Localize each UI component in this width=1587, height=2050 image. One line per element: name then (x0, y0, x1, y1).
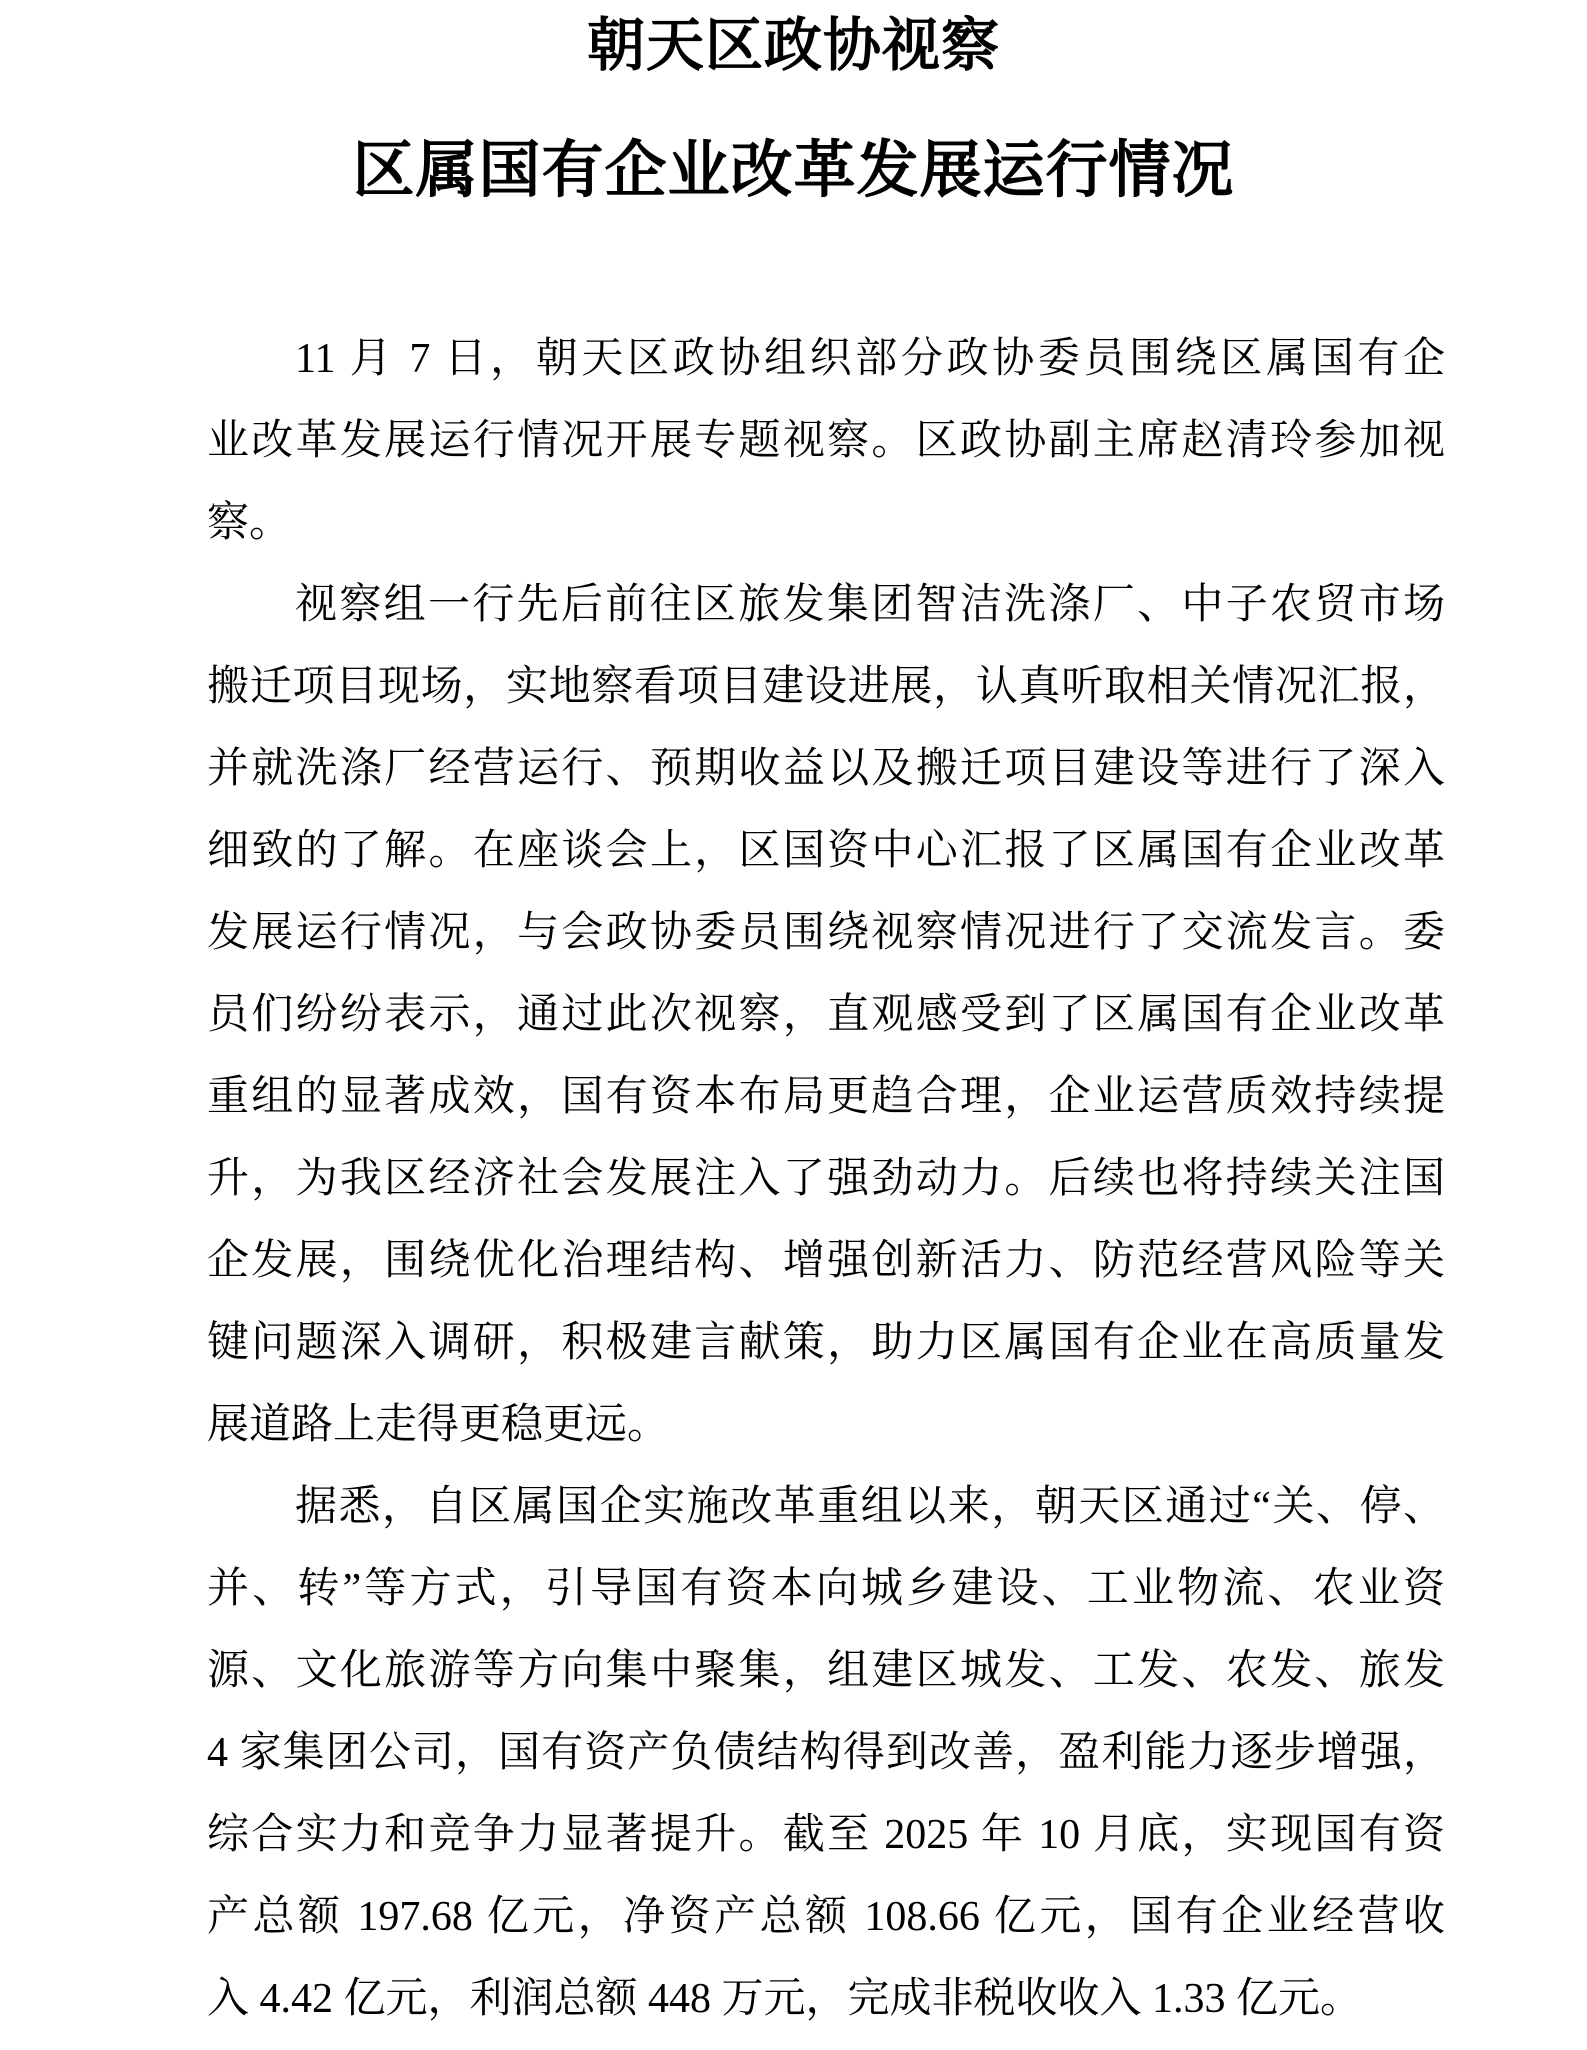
text-line: 重组的显著成效，国有资本布局更趋合理，企业运营质效持续提 (207, 1074, 1445, 1120)
text-line: 企发展，围绕优化治理结构、增强创新活力、防范经营风险等关 (207, 1238, 1445, 1284)
text-line: 并就洗涤厂经营运行、预期收益以及搬迁项目建设等进行了深入 (207, 746, 1445, 792)
document-body (207, 318, 1445, 2040)
paragraph-1 (207, 318, 1445, 564)
text-line: 细致的了解。在座谈会上，区国资中心汇报了区属国有企业改革 (207, 828, 1445, 874)
text-line: 入 4.42 亿元，利润总额 448 万元，完成非税收收入 1.33 亿元。 (207, 1976, 1363, 2022)
text-line: 键问题深入调研，积极建言献策，助力区属国有企业在高质量发 (207, 1320, 1445, 1366)
text-line: 展道路上走得更稳更远。 (207, 1402, 670, 1448)
document-title-line-2: 区属国有企业改革发展运行情况 (352, 137, 1235, 205)
text-line: 产总额 197.68 亿元，净资产总额 108.66 亿元，国有企业经营收 (207, 1894, 1445, 1940)
text-line: 升，为我区经济社会发展注入了强劲动力。后续也将持续关注国 (207, 1156, 1445, 1202)
text-line: 搬迁项目现场，实地察看项目建设进展，认真听取相关情况汇报， (207, 664, 1445, 710)
paragraph-3 (207, 1466, 1445, 2040)
text-line: 11 月 7 日，朝天区政协组织部分政协委员围绕区属国有企 (295, 336, 1445, 382)
text-line: 业改革发展运行情况开展专题视察。区政协副主席赵清玲参加视 (207, 418, 1445, 464)
text-line: 发展运行情况，与会政协委员围绕视察情况进行了交流发言。委 (207, 910, 1445, 956)
text-line: 视察组一行先后前往区旅发集团智洁洗涤厂、中子农贸市场 (295, 582, 1445, 628)
text-line: 综合实力和竞争力显著提升。截至 2025 年 10 月底，实现国有资 (207, 1812, 1445, 1858)
text-line: 源、文化旅游等方向集中聚集，组建区城发、工发、农发、旅发 (207, 1648, 1445, 1694)
text-line: 员们纷纷表示，通过此次视察，直观感受到了区属国有企业改革 (207, 992, 1445, 1038)
text-line: 据悉，自区属国企实施改革重组以来，朝天区通过“关、停、 (295, 1484, 1445, 1530)
text-line: 察。 (207, 500, 292, 546)
paragraph-2 (207, 564, 1445, 1466)
document-title-line-1: 朝天区政协视察 (586, 13, 1000, 78)
text-line: 并、转”等方式，引导国有资本向城乡建设、工业物流、农业资 (207, 1566, 1445, 1612)
text-line: 4 家集团公司，国有资产负债结构得到改善，盈利能力逐步增强， (207, 1730, 1445, 1776)
